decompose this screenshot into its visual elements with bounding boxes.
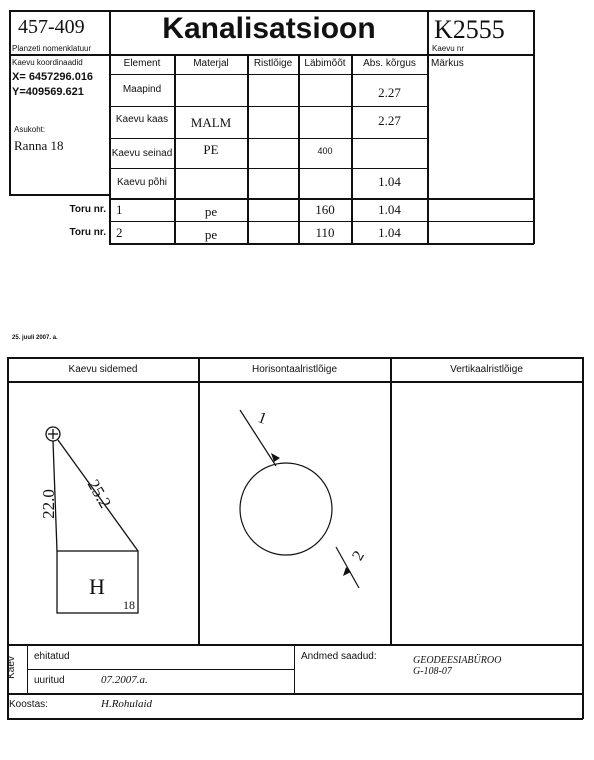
col-title-horizontal-section: Horisontaalristlõige [251,364,338,375]
pipe-material: pe [204,204,218,219]
surveyed-label: uuritud [34,675,65,686]
pipe-diameter: 110 [315,225,335,240]
pipe-abs-height: 1.04 [378,202,401,217]
table-cell-abs: 1.04 [378,174,401,189]
arrow-out-icon [343,567,351,576]
well-number-value: K2555 [434,15,505,44]
location-label: Asukoht: [14,125,46,134]
well-side-label: Kaev [5,656,17,679]
col-title-well-ties: Kaevu sidemed [68,364,138,375]
pipe-label: Toru nr. [69,204,106,215]
pipe-out-number: 2 [349,548,368,564]
pipe-number: 2 [116,225,123,240]
page-title: Kanalisatsioon [162,12,376,45]
table-row-element: Kaevu seinad [111,148,173,159]
pipe-number: 1 [116,202,123,217]
data-source-label: Andmed saadud: [301,651,377,662]
col-header-material: Materjal [193,58,229,69]
pipe-label: Toru nr. [69,227,106,238]
coordinate-y: Y=409569.621 [12,86,84,98]
location-value: Ranna 18 [14,138,64,153]
author-label: Koostas: [9,699,48,710]
col-header-abs-height: Abs. kõrgus [363,58,416,69]
author-value: H.Rohulaid [101,698,153,710]
nomenclature-label: Planzeti nomenklatuur [12,44,92,53]
table-row-element: Maapind [122,84,162,95]
dimension-vertical-label: 22.0 [38,489,58,519]
table-cell-abs: 2.27 [378,113,401,128]
dimension-diagonal-label: 25.2 [83,476,115,512]
data-source-value: GEODEESIABÜROO [413,655,502,666]
well-circle [240,463,332,555]
surveyed-value: 07.2007.a. [101,674,148,686]
table-cell-material: MALM [190,115,232,130]
date-stamp: 25. juuli 2007. a. [12,335,58,341]
col-title-vertical-section: Vertikaalristlõige [450,364,523,375]
building-number: 18 [123,598,135,612]
building-letter: H [89,574,105,599]
coordinate-x: X= 6457296.016 [12,71,94,83]
pipe-in-number: 1 [255,409,269,428]
table-row-element: Kaevu kaas [115,114,169,125]
table-cell-material: PE [203,142,219,157]
pipe-abs-height: 1.04 [378,225,401,240]
table-cell-diameter: 400 [317,146,333,156]
table-cell-abs: 2.27 [378,85,401,100]
data-source-code: G-108-07 [413,666,452,677]
col-header-element: Element [123,58,161,69]
built-label: ehitatud [34,651,70,662]
pipe-diameter: 160 [315,202,335,217]
col-header-remarks: Märkus [431,58,464,69]
well-number-label: Kaevu nr [432,44,465,53]
table-row-element: Kaevu põhi [116,177,168,188]
col-header-diameter: Läbimõõt [304,58,346,69]
col-header-cross-section: Ristlõige [253,58,293,69]
coordinates-label: Kaevu koordinaadid [12,58,83,67]
pipe-material: pe [204,227,218,242]
nomenclature-value: 457-409 [18,16,85,38]
